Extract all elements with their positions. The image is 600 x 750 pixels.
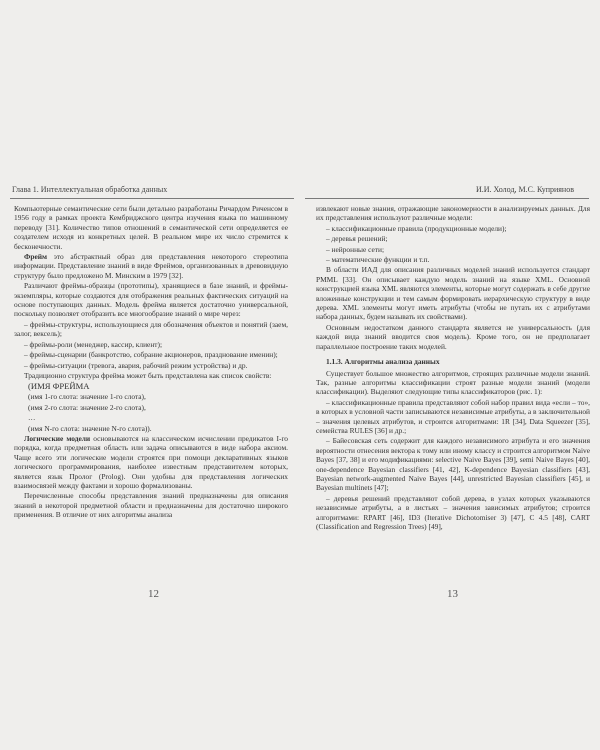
term-logic-models: Логические модели xyxy=(24,433,91,443)
running-header-right: И.И. Холод, М.С. Куприянов xyxy=(475,185,574,194)
paragraph: Существует большое множество алгоритмов, строящих различные модели знаний. Так, разные алгоритмы классификации строят разные модели знаний (модели классификации). Выделяют следующие типы классификаторов (рис. 1): xyxy=(316,368,590,397)
paragraph: Традиционно структура фрейма может быть представлена как список свойств: xyxy=(24,370,272,380)
list-item: – фреймы-структуры, использующиеся для обозначения объектов и понятий (заем, залог, вексель); xyxy=(14,319,288,339)
list-item: – классификационные правила (продукционные модели); xyxy=(326,223,507,233)
running-header-left: Глава 1. Интеллектуальная обработка данных xyxy=(12,185,168,194)
paragraph: Компьютерные семантические сети были детально разработаны Ричардом Риченсом в 1956 году в рамках проекта Кембриджского центра изучения языка по машинному переводу [31]. Количество типов отношений в семантической сети определяется ее создателем исходя из конкретных целей. В реальном мире их число стремится к бесконечности. xyxy=(14,204,288,251)
list-item: – классификационные правила представляют собой набор правил вида «если – то», в которых в условной части записываются независимые атрибуты, а в заключительной – значения целевых атрибутов, и строится алгоритмами: 1R [34], Data Squeezer [35], семейства RULES [36] и др.; xyxy=(316,397,590,435)
header-rule-right xyxy=(305,198,589,199)
paragraph: извлекают новые знания, отражающие закономерности в анализируемых данных. Для их представления используют различные модели: xyxy=(316,204,590,223)
paragraph: Различают фреймы-образцы (прототипы), хранящиеся в базе знаний, и фреймы-экземпляры, которые создаются для отображения реальных фактических ситуаций на основе поступающих данных. Модель фрейма является достаточно универсальной, поскольку позволяет отобразить все многообразие знаний о мире через: xyxy=(14,281,288,319)
frame-line: (имя N-го слота: значение N-го слота)). xyxy=(28,423,152,433)
list-item: – деревья решений; xyxy=(326,234,388,244)
paragraph-text: основываются на классическом исчислении предикатов I-го порядка, когда предметная область или задача описываются в виде набора аксиом. Чаще всего эти логические модели строятся при помощи декларативных языков логического программирования, наиболее известным представителем которых, является язык Пролог (Prolog). Они удобны для представления логических взаимосвязей между фактами и хорошо формализованы. xyxy=(14,433,288,490)
paragraph: В области ИАД для описания различных моделей знаний используется стандарт PMML [33]. Он описывает каждую модель знаний на языке XML. Основной конструкцией языка XML являются элементы, которые могут содержать в себе другие вложенные конструкции и тем самым формировать иерархическую структуру в виде дерева. XML элементы могут иметь атрибуты (чтобы не путать их с атрибутами набора данных, будем называть их свойствами). xyxy=(316,265,590,322)
frame-line: (имя 1-го слота: значение 1-го слота), xyxy=(28,392,146,402)
left-page xyxy=(14,204,288,521)
list-item: – математические функции и т.п. xyxy=(326,255,430,265)
paragraph-text: это абстрактный образ для представления некоторого стереотипа информации. Представление знаний в виде Фреймов, организованных в древовидную структуру было предложено М. Минским в 1979 [32]. xyxy=(14,252,288,280)
page-number-left: 12 xyxy=(148,588,159,600)
frame-line: … xyxy=(28,413,36,423)
section-heading: 1.1.3. Алгоритмы анализа данных xyxy=(326,357,440,367)
list-item: – фреймы-роли (менеджер, кассир, клиент); xyxy=(24,339,163,349)
paragraph: Основным недостатком данного стандарта является не универсальность (для каждой вида знаний вводится своя модель). Кроме того, он не предполагает параллельное построение таких моделей. xyxy=(316,322,590,351)
frame-name: (ИМЯ ФРЕЙМА xyxy=(28,381,90,392)
paragraph-logic xyxy=(14,434,288,490)
paragraph-frame xyxy=(14,252,288,280)
page-number-right: 13 xyxy=(447,588,458,600)
paragraph: Перечисленные способы представления знаний предназначены для описания знаний в некоторой предметной области и предназначены для достаточно широкого применения. В отличие от них алгоритмы анализа xyxy=(14,491,288,520)
list-item: – деревья решений представляют собой дерева, в узлах которых указываются независимые атрибуты, а в листьях – значения зависимых атрибутов; строится алгоритмами: RPART [46], ID3 (Iterative Dichotomiser 3) [47], C 4.5 [48], CART (Classification and Regression Trees) [49], xyxy=(316,493,590,531)
list-item: – нейронные сети; xyxy=(326,244,385,254)
list-item: – фреймы-сценарии (банкротство, собрание акционеров, празднование именин); xyxy=(24,350,278,360)
frame-line: (имя 2-го слота: значение 2-го слота), xyxy=(28,402,146,412)
list-item: – Байесовская сеть содержит для каждого независимого атрибута и его значения вероятности отнесения вектора к тому или иному классу и строится алгоритмом Naive Bayes [37, 38] и его модификациями: selective Naive Bayes [39], semi Naive Bayes [40], one-dependence Bayesian classifiers [41, 42], K-dependence Bayesian classifiers [43], Bayesian network-augmented Naive Bayes [44], unrestricted Bayesian classifiers [45], и Bayesian multinets [47]; xyxy=(316,436,590,493)
header-rule-left xyxy=(10,198,294,199)
right-page xyxy=(316,204,590,532)
term-frame: Фрейм xyxy=(24,252,48,262)
list-item: – фреймы-ситуации (тревога, авария, рабочий режим устройства) и др. xyxy=(24,360,248,370)
